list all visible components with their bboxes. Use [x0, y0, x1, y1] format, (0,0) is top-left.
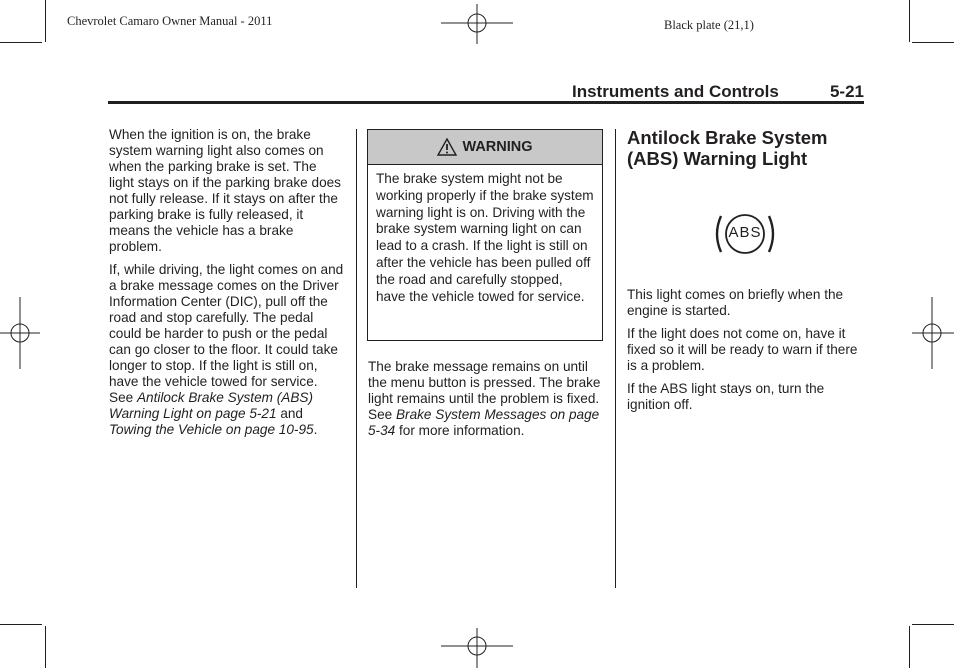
column-divider	[356, 129, 357, 588]
paragraph: If the light does not come on, have it fixed so it will be ready to warn if there is a problem.	[627, 326, 858, 373]
punctuation: .	[313, 422, 318, 437]
right-column	[627, 287, 865, 420]
paragraph: If the ABS light stays on, turn the ignition off.	[627, 381, 825, 412]
plate-header-left: Chevrolet Camaro Owner Manual - 2011	[67, 14, 273, 28]
cross-reference-link[interactable]: Antilock Brake System (ABS) Warning Light on page 5-21	[109, 390, 313, 421]
crop-mark	[912, 42, 954, 43]
paragraph-text: If, while driving, the light comes on and a brake message comes on the Driver Information Center (DIC), pull off the road and stop carefully. The pedal could be harder to push or the pedal can go closer to the floor. It could take longer to stop. If the light is still on, have the vehicle towed for service. See	[109, 262, 344, 405]
cross-reference-link[interactable]: Towing the Vehicle on page 10-95	[109, 422, 314, 437]
running-header	[108, 80, 864, 104]
crop-mark	[45, 0, 46, 42]
cross-reference-link[interactable]: Brake System Messages on page 5-34	[368, 407, 600, 438]
paragraph	[368, 359, 604, 439]
paragraph: This light comes on briefly when the engine is started.	[627, 287, 844, 318]
header-rule	[108, 101, 864, 104]
warning-box	[367, 129, 603, 341]
warning-text: The brake system might not be working properly if the brake system warning light is on. Driving with the brake system warning light on can lead to a crash. If the light is still on after the vehicle has been pulled off the road and carefully stopped, have the vehicle towed for service.	[376, 171, 594, 304]
section-title: Instruments and Controls	[572, 82, 779, 101]
abs-warning-symbol-icon	[711, 208, 779, 260]
registration-mark-icon	[441, 4, 513, 44]
crop-mark	[0, 624, 42, 625]
registration-mark-icon	[912, 297, 954, 369]
conjunction: and	[280, 406, 303, 421]
paragraph-text: The brake message remains on until the menu button is pressed. The brake light remains until the problem is fixed. See	[368, 359, 601, 422]
plate-header-right: Black plate (21,1)	[664, 18, 754, 32]
warning-exclamation-icon	[437, 138, 457, 156]
crop-mark	[0, 42, 42, 43]
section-heading: Antilock Brake System (ABS) Warning Light	[627, 127, 828, 169]
crop-mark	[912, 624, 954, 625]
crop-mark	[909, 626, 910, 668]
left-column	[109, 127, 345, 445]
paragraph-end: for more information.	[399, 423, 525, 438]
warning-header	[368, 130, 602, 165]
crop-mark	[909, 0, 910, 42]
page-number: 5-21	[829, 82, 864, 101]
registration-mark-icon	[441, 628, 513, 668]
registration-mark-icon	[0, 297, 40, 369]
abs-symbol-label: ABS	[728, 224, 762, 241]
column-divider	[615, 129, 616, 588]
warning-label: WARNING	[462, 139, 533, 155]
middle-column	[368, 359, 604, 446]
paragraph	[109, 262, 345, 438]
paragraph: When the ignition is on, the brake system warning light also comes on when the parking brake is set. The light stays on if the parking brake does not fully release. If it stays on after the parking brake is fully released, it means the vehicle has a brake problem.	[109, 127, 341, 254]
crop-mark	[45, 626, 46, 668]
